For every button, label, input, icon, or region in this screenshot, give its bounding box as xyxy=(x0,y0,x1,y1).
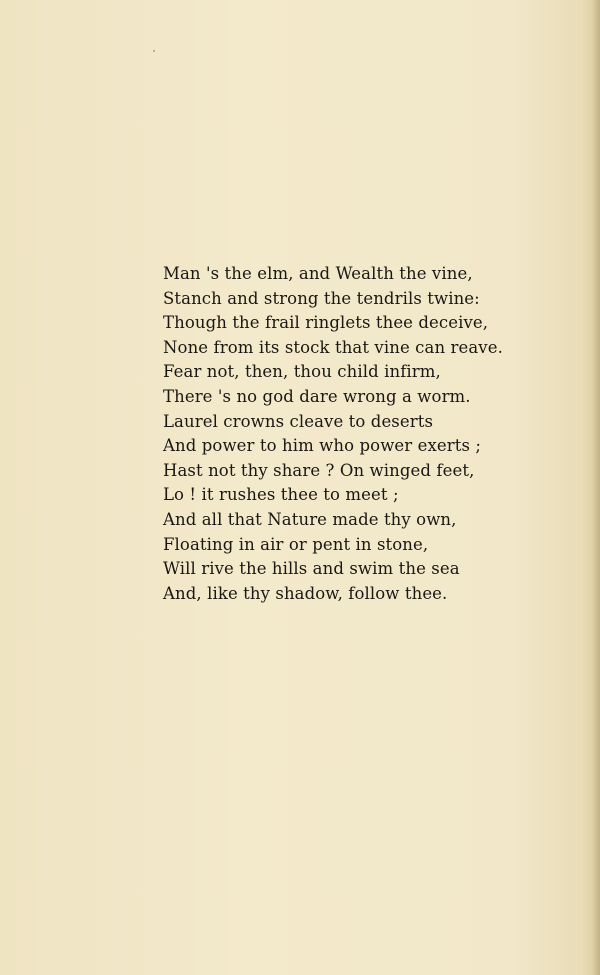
poem-line: Will rive the hills and swim the sea xyxy=(163,559,460,579)
poem-line: Laurel crowns cleave to deserts xyxy=(163,411,434,431)
poem-line: And power to him who power exerts ; xyxy=(163,436,482,456)
poem-line: Stanch and strong the tendrils twine: xyxy=(163,288,480,308)
poem-line: Man 's the elm, and Wealth the vine, xyxy=(163,264,473,283)
poem-line: Hast not thy share ? On winged feet, xyxy=(163,460,475,480)
poem-text xyxy=(163,262,503,606)
poem-line: Fear not, then, thou child infirm, xyxy=(163,362,441,382)
poem-line: None from its stock that vine can reave. xyxy=(163,337,503,357)
ink-speck xyxy=(153,50,155,52)
poem-line: Though the frail ringlets thee deceive, xyxy=(163,313,489,333)
poem-line: Floating in air or pent in stone, xyxy=(163,534,429,554)
poem-line: There 's no god dare wrong a worm. xyxy=(163,386,471,406)
page-edge-shadow xyxy=(592,0,600,975)
poem-line: And, like thy shadow, follow thee. xyxy=(163,583,448,603)
poem-line: And all that Nature made thy own, xyxy=(163,509,457,529)
poem-line: Lo ! it rushes thee to meet ; xyxy=(163,485,399,505)
